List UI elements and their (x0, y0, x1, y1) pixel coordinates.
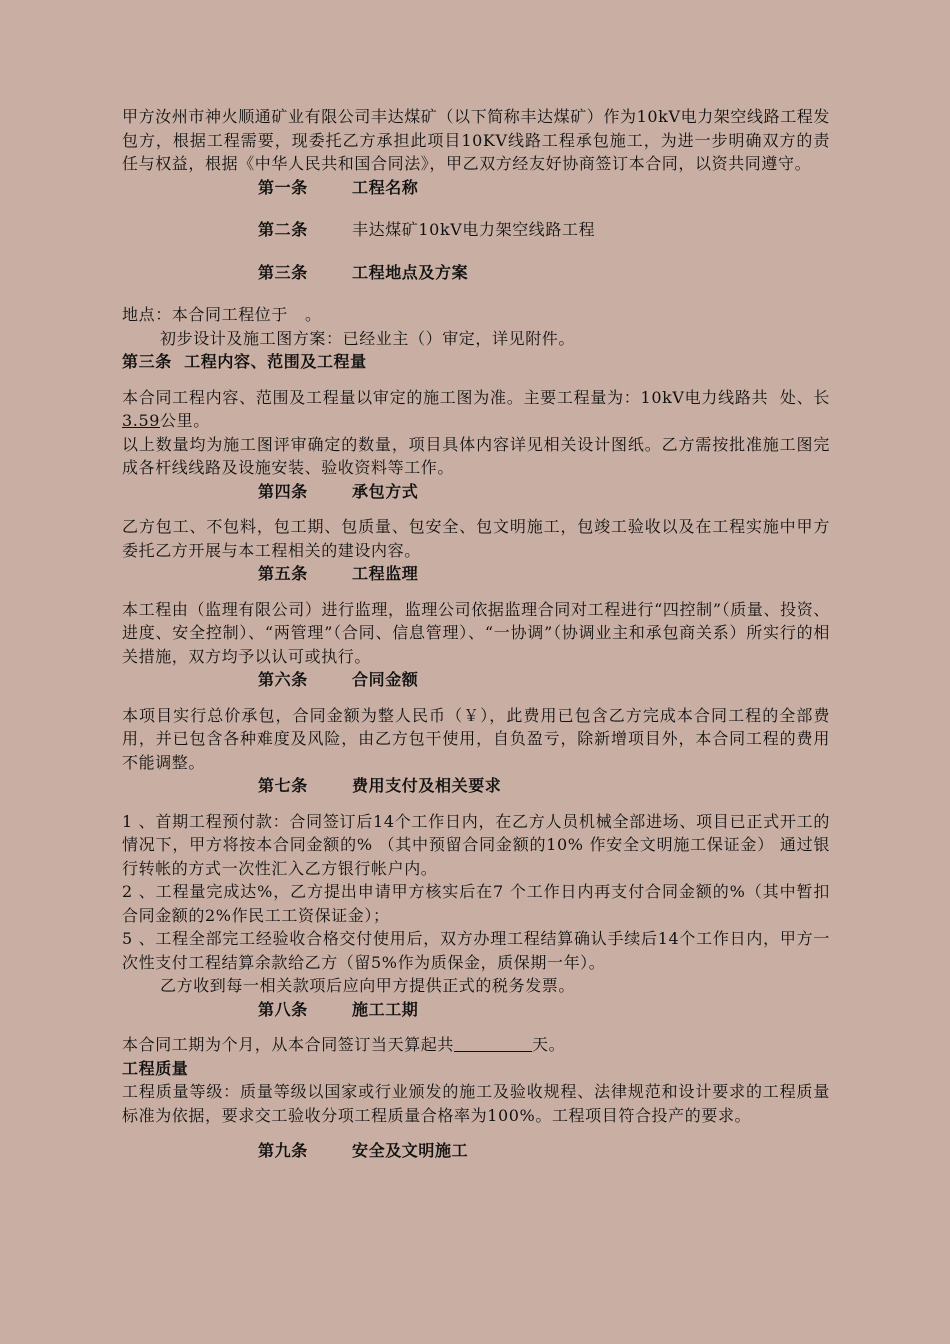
article-number: 第一条 (258, 177, 308, 197)
article-7-heading (122, 774, 830, 798)
scope-unit: 公里。 (160, 411, 210, 430)
article-9-heading (122, 1139, 830, 1163)
article-4-heading (122, 480, 830, 504)
article-title: 费用支付及相关要求 (352, 776, 502, 795)
payment-item-2: 2 、工程量完成达%，乙方提出申请甲方核实后在7 个工作日内再支付合同金额的%（其中暂扣合同金额的2%作民工工资保证金）； (122, 882, 830, 925)
quality-heading: 工程质量 (122, 1058, 189, 1078)
article-3a-heading (122, 261, 830, 285)
project-name: 丰达煤矿10kV电力架空线路工程 (352, 220, 596, 239)
article-title: 工程名称 (352, 177, 419, 197)
article-title: 承包方式 (352, 481, 419, 501)
period-text: 本合同工期为个月，从本合同签订当天算起共 (122, 1035, 455, 1054)
line-length-value: 3.59 (122, 411, 161, 430)
article-number: 第五条 (258, 564, 308, 583)
scope-text: 本合同工程内容、范围及工程量以审定的施工图为准。主要工程量为：10kV电力线路共 处、长 (122, 387, 842, 407)
location-line: 地点：本合同工程位于 。 (122, 305, 322, 324)
period-unit: 天。 (532, 1035, 566, 1054)
design-line: 初步设计及施工图方案：已经业主（）审定，详见附件。 (160, 328, 576, 348)
article-1-heading (122, 176, 830, 200)
period-line (122, 1033, 830, 1057)
article-3b-heading: 第三条 工程内容、范围及工程量 (122, 352, 367, 371)
article-number: 第四条 (258, 481, 308, 501)
quality-paragraph: 工程质量等级：质量等级以国家或行业颁发的施工及验收规程、法律规范和设计要求的工程质量标准为依据，要求交工验收分项工程质量合格率为100%。工程项目符合投产的要求。 (122, 1082, 830, 1125)
article-number: 第八条 (258, 999, 308, 1019)
article-6-heading (122, 668, 830, 692)
days-blank (454, 1034, 532, 1052)
payment-item-3: 5 、工程全部完工经验收合格交付使用后，双方办理工程结算确认手续后14个工作日内，甲方一次性支付工程结算余款给乙方（留5%作为质保金，质保期一年）。 (122, 929, 830, 972)
invoice-line: 乙方收到每一相关款项后应向甲方提供正式的税务发票。 (160, 976, 576, 995)
article-title: 工程监理 (352, 564, 419, 583)
article-8-heading (122, 998, 830, 1022)
payment-item-1: 1 、首期工程预付款：合同签订后14个工作日内，在乙方人员机械全部进场、项目已正式开工的情况下，甲方将按本合同金额的% （其中预留合同金额的10% 作安全文明施工保证金） 通过银行转帐的方式一次性汇入乙方银行帐户内。 (122, 811, 830, 878)
article-number: 第九条 (258, 1141, 308, 1160)
article-title: 施工工期 (352, 999, 419, 1019)
contract-mode-paragraph: 乙方包工、不包料，包工期、包质量、包安全、包文明施工，包竣工验收以及在工程实施中甲方委托乙方开展与本工程相关的建设内容。 (122, 517, 830, 560)
article-number: 第七条 (258, 776, 308, 795)
article-title: 工程地点及方案 (352, 262, 469, 282)
article-number: 第六条 (258, 670, 308, 689)
article-title: 安全及文明施工 (352, 1141, 469, 1160)
article-title: 合同金额 (352, 670, 419, 689)
amount-paragraph: 本项目实行总价承包，合同金额为整人民币（￥），此费用已包含乙方完成本合同工程的全部费用，并已包含各种难度及风险，由乙方包干使用，自负盈亏，除新增项目外，本合同工程的费用不能调整。 (122, 705, 830, 772)
article-number: 第三条 (258, 262, 308, 282)
article-2-heading (122, 218, 830, 242)
scope-paragraph (122, 386, 842, 433)
contract-body (122, 105, 842, 1163)
scope-detail-paragraph: 以上数量均为施工图评审确定的数量，项目具体内容详见相关设计图纸。乙方需按批准施工图完成各杆线线路及设施安装、验收资料等工作。 (122, 434, 830, 477)
supervision-paragraph: 本工程由（监理有限公司）进行监理，监理公司依据监理合同对工程进行“四控制”（质量、投资、进度、安全控制）、“两管理”（合同、信息管理）、“一协调”（协调业主和承包商关系）所实行的相关措施，双方均予以认可或执行。 (122, 599, 830, 666)
article-5-heading (122, 562, 830, 586)
intro-paragraph: 甲方汝州市神火顺通矿业有限公司丰达煤矿（以下简称丰达煤矿）作为10kV电力架空线路工程发包方，根据工程需要，现委托乙方承担此项目10KV线路工程承包施工，为进一步明确双方的责任与权益，根据《中华人民共和国合同法》，甲乙双方经友好协商签订本合同，以资共同遵守。 (122, 107, 831, 173)
article-number: 第二条 (258, 220, 308, 239)
